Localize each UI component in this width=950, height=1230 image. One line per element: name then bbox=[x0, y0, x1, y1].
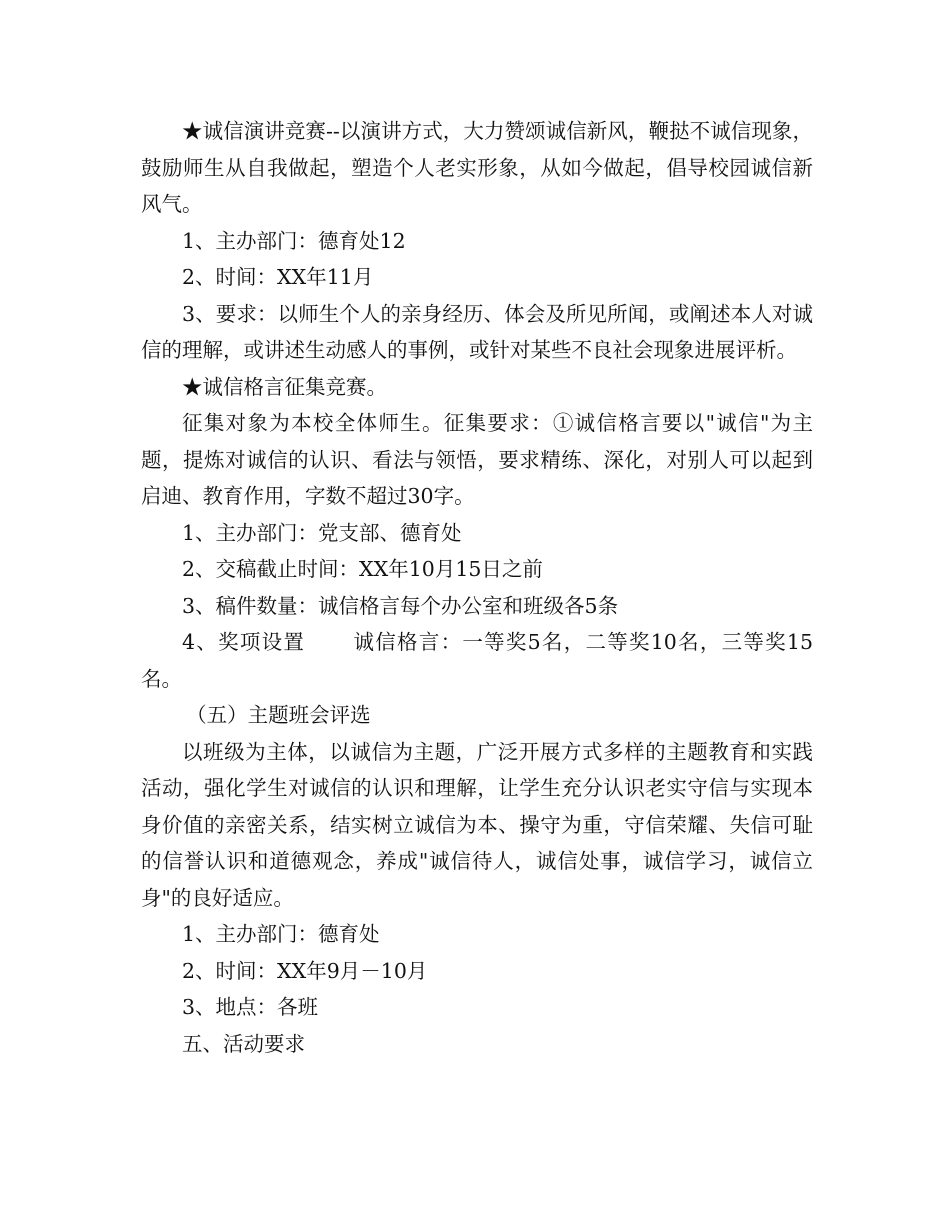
motto-contest-deadline: 2、交稿截止时间：XX年10月15日之前 bbox=[182, 557, 543, 581]
motto-contest-awards bbox=[141, 624, 813, 697]
speech-contest-intro: ★诚信演讲竞赛--以演讲方式，大力赞颂诚信新风，鞭挞不诚信现象，鼓励师生从自我做起，塑造个人老实形象，从如今做起，倡导校园诚信新风气。 bbox=[141, 119, 813, 216]
motto-contest-organizer: 1、主办部门：党支部、德育处 bbox=[182, 520, 462, 545]
motto-contest-title: ★诚信格言征集竞赛。 bbox=[182, 374, 387, 399]
class-meeting-description: 以班级为主体，以诚信为主题，广泛开展方式多样的主题教育和实践活动，强化学生对诚信的认识和理解，让学生充分认识老实守信与实现本身价值的亲密关系，结实树立诚信为本、操守为重，守信荣耀、失信可耻的信誉认识和道德观念，养成"诚信待人，诚信处事，诚信学习，诚信立身"的良好适应。 bbox=[141, 739, 813, 910]
speech-contest-requirements: 3、要求：以师生个人的亲身经历、体会及所见所闻，或阐述本人对诚信的理解，或讲述生动感人的事例，或针对某些不良社会现象进展评析。 bbox=[141, 301, 813, 362]
activity-requirements-heading: 五、活动要求 bbox=[182, 1031, 305, 1056]
class-meeting-heading: （五）主题班会评选 bbox=[186, 703, 371, 727]
class-meeting-location: 3、地点：各班 bbox=[182, 995, 319, 1019]
speech-contest-time: 2、时间：XX年11月 bbox=[182, 265, 374, 289]
speech-contest-organizer: 1、主办部门：德育处12 bbox=[182, 228, 406, 253]
awards-detail: 诚信格言：一等奖5名，二等奖10名，三等奖15名。 bbox=[141, 630, 813, 691]
class-meeting-time: 2、时间：XX年9月－10月 bbox=[182, 958, 428, 983]
motto-contest-quantity: 3、稿件数量：诚信格言每个办公室和班级各5条 bbox=[182, 593, 619, 618]
class-meeting-organizer: 1、主办部门：德育处 bbox=[182, 922, 380, 946]
motto-contest-description: 征集对象为本校全体师生。征集要求：①诚信格言要以"诚信"为主题，提炼对诚信的认识、看法与领悟，要求精练、深化，对别人可以起到启迪、教育作用，字数不超过30字。 bbox=[141, 411, 813, 508]
awards-label: 4、奖项设置 bbox=[182, 630, 306, 654]
document-page bbox=[141, 113, 813, 1062]
